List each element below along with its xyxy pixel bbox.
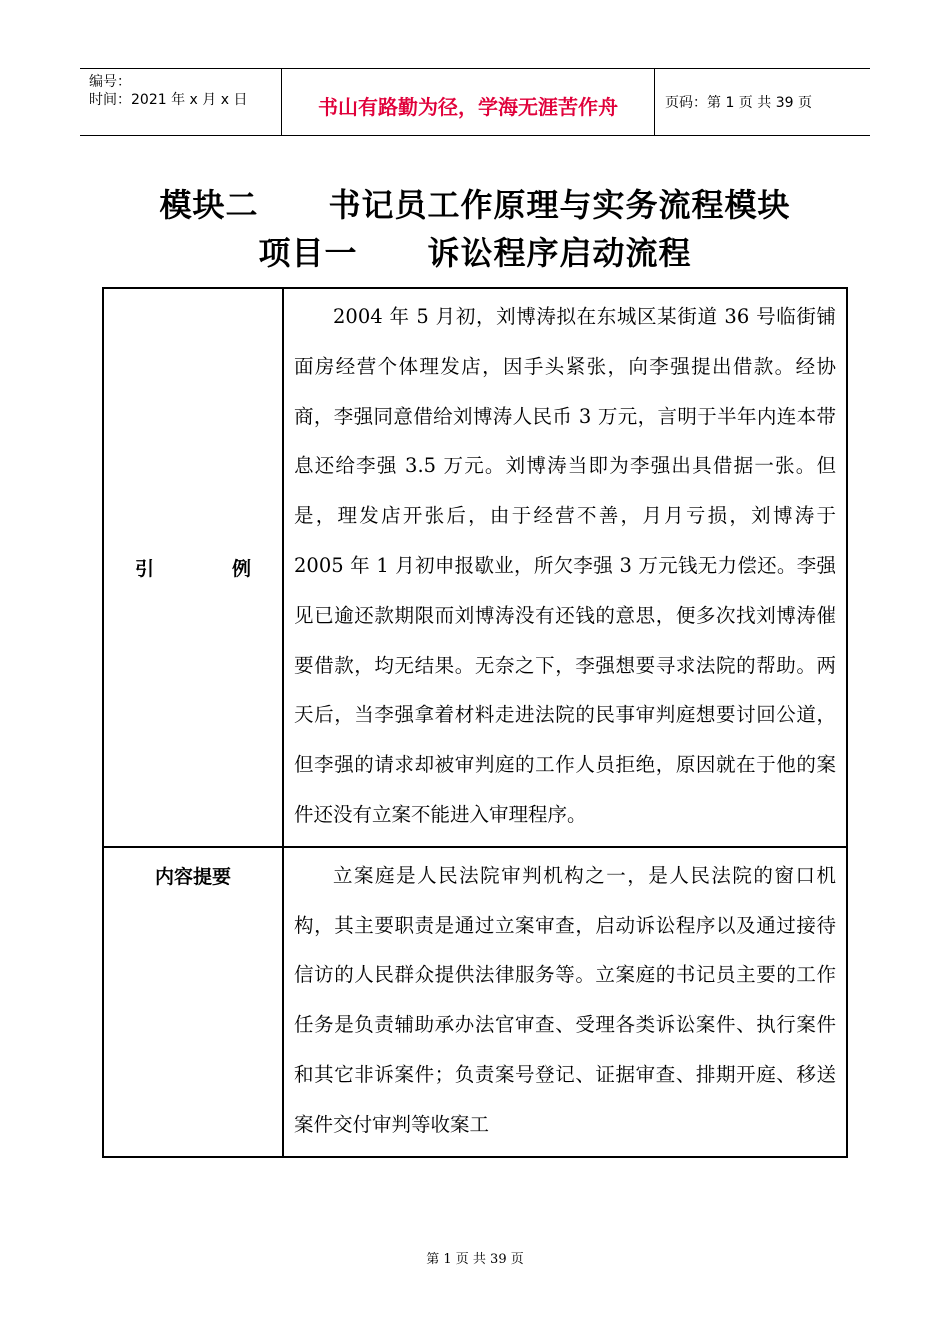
summary-paragraph: 立案庭是人民法院审判机构之一，是人民法院的窗口机构，其主要职责是通过立案审查，启动诉讼程序以及通过接待信访的人民群众提供法律服务等。立案庭的书记员主要的工作任务是负责辅助承办法官审查、受理各类诉讼案件、执行案件和其它非诉案件；负责案号登记、证据审查、排期开庭、移送案件交付审判等收案工 — [294, 863, 836, 1136]
document-number-label: 编号： — [89, 74, 131, 90]
table-row-summary — [103, 847, 847, 1157]
case-paragraph: 2004 年 5 月初，刘博涛拟在东城区某街道 36 号临街铺面房经营个体理发店，因手头紧张，向李强提出借款。经协商，李强同意借给刘博涛人民币 3 万元，言明于半年内连本带息还给李强 3.5 万元。刘博涛当即为李强出具借据一张。但是，理发店开张后，由于经营不善，月月亏损，刘博涛于 2005 年 1 月初申报歇业，所欠李强 3 万元钱无力偿还。李强见已逾还款期限而刘博涛没有还钱的意思，便多次找刘博涛催要借款，均无结果。无奈之下，李强想要寻求法院的帮助。两天后，当李强拿着材料走进法院的民事审判庭想要讨回公道，但李强的请求却被审判庭的工作人员拒绝，原因就在于他的案件还没有立案不能进入审理程序。 — [294, 305, 836, 826]
page-footer: 第 1 页 共 39 页 — [426, 1252, 524, 1267]
case-text-cell — [283, 288, 847, 847]
document-time-label: 时间：2021 年 x 月 x 日 — [89, 92, 248, 108]
case-label-cell — [103, 288, 283, 847]
summary-label: 内容提要 — [154, 865, 231, 888]
header-meta — [80, 69, 282, 135]
title-project: 项目一 — [258, 234, 358, 272]
summary-label-cell — [103, 847, 283, 1157]
header-motto: 书山有路勤为径，学海无涯苦作舟 — [282, 69, 655, 135]
case-label-char-2: 例 — [231, 557, 251, 580]
page-header — [80, 68, 870, 136]
summary-text-cell — [283, 847, 847, 1157]
title-line-1 — [0, 180, 950, 226]
title-module: 模块二 — [159, 186, 259, 224]
title-module-name: 书记员工作原理与实务流程模块 — [328, 186, 791, 224]
title-project-name: 诉讼程序启动流程 — [427, 234, 692, 272]
header-page-info: 页码：第 1 页 共 39 页 — [665, 95, 812, 111]
case-label-char-1: 引 — [135, 557, 155, 580]
title-line-2 — [0, 228, 950, 274]
table-row-case — [103, 288, 847, 847]
content-table — [102, 287, 848, 1158]
